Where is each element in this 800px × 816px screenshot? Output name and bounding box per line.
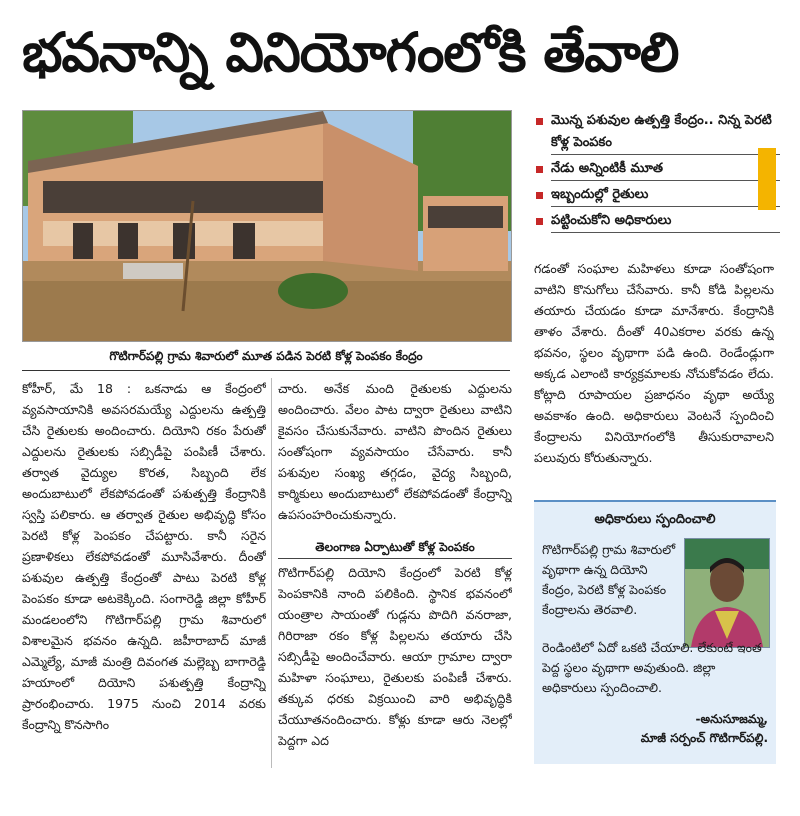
signature-title: మాజీ సర్పంచ్ గొటిగార్‌పల్లి. [640, 731, 768, 745]
bullet-square-icon [536, 218, 543, 225]
article-column-3: గడంతో సంఘాల మహిళలు కూడా సంతోషంగా వాటిని కొనుగోలు చేసేవారు. కానీ కోడి పిల్లలను తయారు చేయడం కూడా మానేశారు. కేంద్రానికి తాళం వేశారు. దీంతో 40ఎకరాల వరకు ఉన్న భవనం, స్థలం వృథాగా పడి ఉంది. రెండేండ్లుగా అక్కడ ఎలాంటి కార్యక్రమాలకు నోచుకోవడం లేదు. కోట్లాది రూపాయల ప్రజాధనం వృథా అయ్యే అవకాశం ఉంది. అధికారులు వెంటనే స్పందించి కేంద్రాలను వినియోగంలోకి తీసుకురావాలని పలువురు కోరుతున్నారు. [534, 261, 774, 465]
official-quote-box [534, 500, 776, 764]
building-photo [22, 110, 512, 342]
highlight-item [530, 210, 780, 233]
highlight-text: పట్టించుకోని అధికారులు [551, 210, 780, 233]
quote-text-bottom: రెండింటిలో ఏదో ఒకటి చేయాలి. లేకుంటే ఇంత పెద్ద స్థలం వృథాగా అవుతుంది. జిల్లా అధికారులు స్పందించాలి. [542, 640, 762, 695]
article-column-2b: గొటిగార్‌పల్లి దియోని కేంద్రంలో పెరటి కోళ్ల పెంపకానికి నాంది పలికింది. స్థానిక భవనంలో యంత్రాల సాయంతో గుడ్లను పొదిగి వనరాజా, గిరిరాజా రకం కోళ్ల పిల్లలను తయారు చేసి సబ్సిడీపై అందించేవారు. ఆయా గ్రామాల ద్వారా మహిళా సంఘాలు, రైతులకు పంపిణీ చేశారు. తక్కువ ధరకు విక్రయించి వారి అభివృద్ధికి చేయూతనందించారు. కోళ్లు కూడా ఆరు నెలల్లో పెద్దగా ఎద [278, 565, 512, 748]
signature-name: -అనుసూజమ్మ, [695, 712, 768, 726]
highlight-item [530, 110, 780, 155]
highlight-text: నేడు అన్నింటికీ మూత [551, 158, 780, 181]
column-divider [271, 378, 272, 768]
highlight-item [530, 184, 780, 207]
highlight-item [530, 158, 780, 181]
person-photo [684, 538, 770, 648]
quote-box-title: అధికారులు స్పందించాలి [594, 512, 716, 527]
bullet-square-icon [536, 118, 543, 125]
headline: భవనాన్ని వినియోగంలోకి తేవాలి [22, 21, 679, 84]
article-column-2: చారు. అనేక మంది రైతులకు ఎద్దులను అందించారు. వేలం పాట ద్వారా రైతులు వాటిని కైవసం చేసుకునేవారు. వాటిని పొందిన రైతులు సంతోషంగా వ్యవసాయం చేసేవారు. కానీ పశువుల సంఖ్య తగ్గడం, వైద్య సిబ్బంది, కార్మికులు అందుబాటులో లేకపోవడంతో కేంద్రాన్ని ఉపసంహరించుకున్నారు. [278, 381, 512, 522]
quote-signature [542, 710, 768, 748]
building-photo-illustration [23, 111, 511, 341]
highlights-list [530, 110, 780, 250]
article-column-1: కోహీర్, మే 18 : ఒకనాడు ఆ కేంద్రంలో వ్యవసాయానికి అవసరమయ్యే ఎద్దులను ఉత్పత్తి చేసి రైతులకు అందించారు. దియోని రకం పేరుతో ఎద్దులను రైతులకు సబ్సిడీపై పంపిణీ చేశారు. తర్వాత వైద్యుల కొరత, సిబ్బంది లేక అందుబాటులో లేకపోవడంతో పశుత్పత్తి కేంద్రానికి స్వస్తి పలికారు. ఆ తర్వాత రైతుల అభివృద్ధి కోసం పెరటి కోళ్ల పెంపకం చేపట్టారు. కానీ సరైన ప్రణాళికలు లేకపోవడంతో మూసివేశారు. దీంతో పశువుల ఉత్పత్తి కేంద్రంతో పాటు పెరటి కోళ్ల పెంపకం కూడా అటకెక్కింది. సంగారెడ్డి జిల్లా కోహీర్ మండలంలోని గొటిగార్‌పల్లి గ్రామ శివారులో విశాలమైన భవనం ఉన్నది. జహీరాబాద్ మాజీ ఎమ్మెల్యే, మాజీ మంత్రి దివంగత మల్లెబ్బ బాగారెడ్డి హయాంలో దియోని పశుత్పత్తి కేంద్రాన్ని ప్రారంభించారు. 1975 నుంచి 2014 వరకు కేంద్రాన్ని కొనసాగిం [22, 381, 266, 732]
bullet-square-icon [536, 166, 543, 173]
bullet-square-icon [536, 192, 543, 199]
photo-caption: గొటిగార్‌పల్లి గ్రామ శివారులో మూత పడిన పెరటి కోళ్ల పెంపకం కేంద్రం [22, 342, 510, 371]
accent-bar [758, 148, 776, 210]
person-portrait-illustration [685, 539, 769, 647]
highlight-text: మొన్న పశువుల ఉత్పత్తి కేంద్రం.. నిన్న పెరటి కోళ్ల పెంపకం [551, 110, 780, 155]
subheading: తెలంగాణ ఏర్పాటుతో కోళ్ల పెంపకం [278, 536, 512, 559]
quote-text-top: గొటిగార్‌పల్లి గ్రామ శివారులో వృథాగా ఉన్న దియోని కేంద్రం, పెరటి కోళ్ల పెంపకం కేంద్రాలను తెరవాలి. [542, 542, 676, 617]
highlight-text: ఇబ్బందుల్లో రైతులు [551, 184, 780, 207]
